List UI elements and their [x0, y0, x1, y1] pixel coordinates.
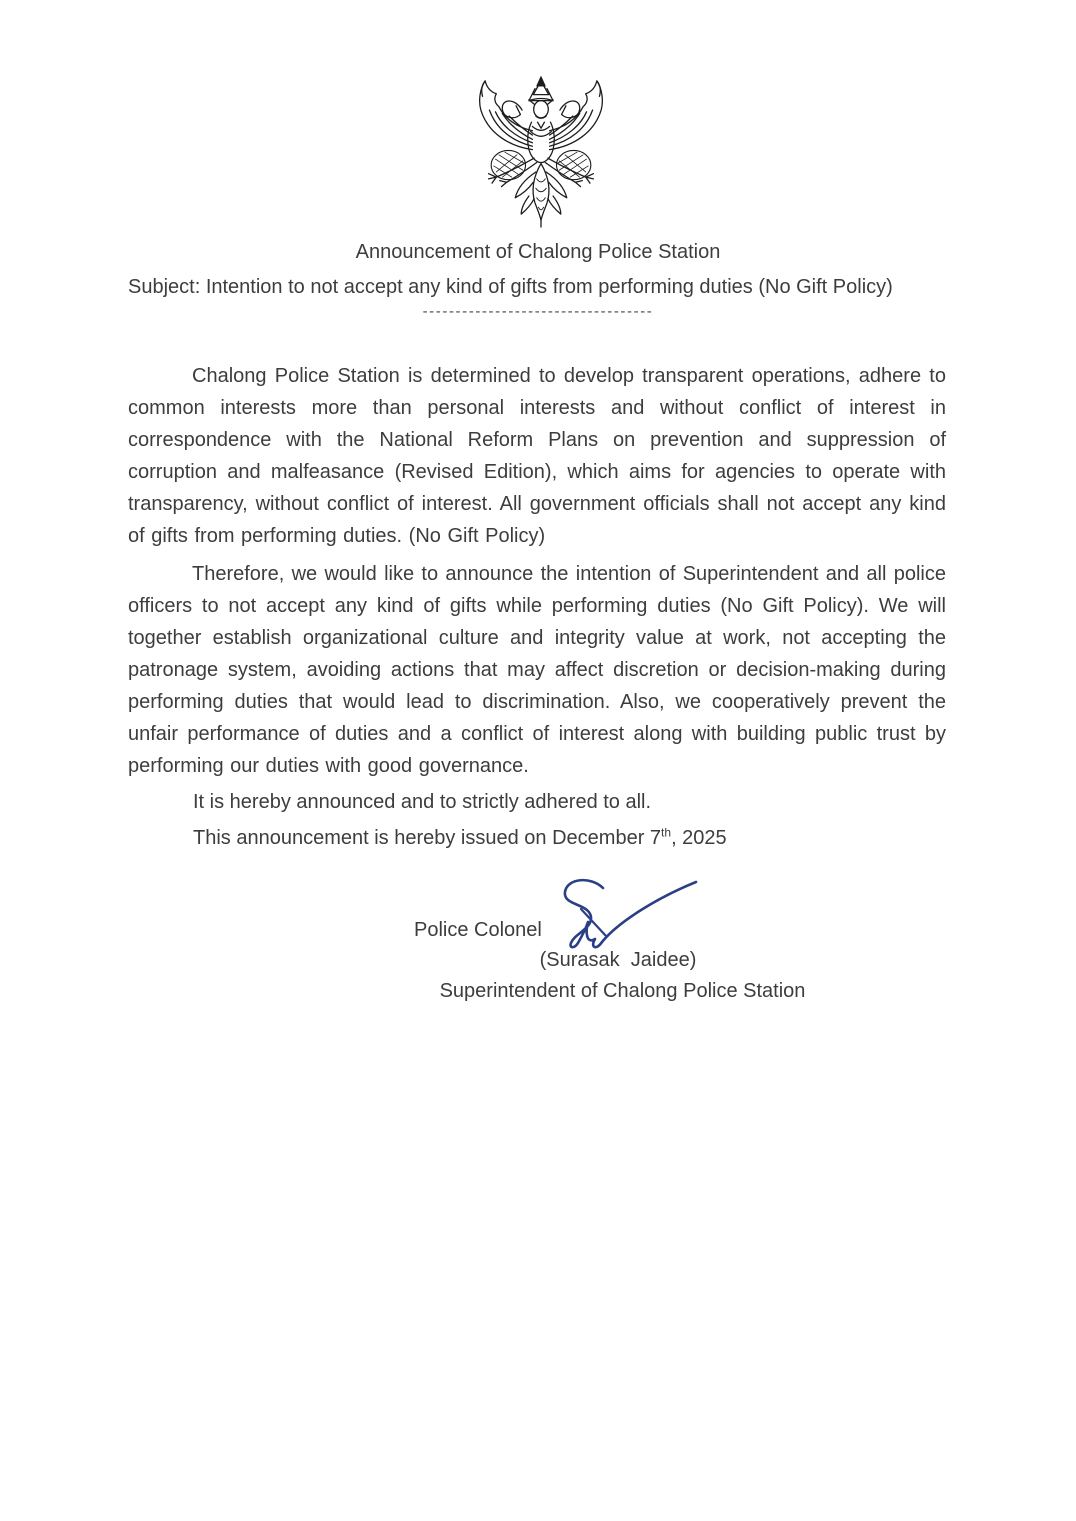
- signer-name: (Surasak Jaidee): [539, 949, 697, 971]
- garuda-emblem-icon: [455, 74, 627, 233]
- subject-line: Subject: Intention to not accept any kind of gifts from performing duties (No Gift Policy): [128, 276, 893, 298]
- date-line-prefix: This announcement is hereby issued on December 7: [193, 827, 662, 849]
- date-line-suffix: , 2025: [671, 827, 727, 849]
- signature-scribble-icon: [541, 872, 701, 954]
- signer-position: Superintendent of Chalong Police Station: [439, 980, 806, 1002]
- paragraph-1: Chalong Police Station is determined to develop transparent operations, adhere to common interests more than personal interests and without conflict of interest in correspondence with the National Reform Plans on prevention and suppression of corruption and malfeasance (Revised Edition), which aims for agencies to operate with transparency, without conflict of interest. All government officials shall not accept any kind of gifts from performing duties. (No Gift Policy): [128, 365, 946, 547]
- signer-rank: Police Colonel: [414, 919, 542, 941]
- date-line-superscript: th: [661, 825, 672, 840]
- date-line: [128, 822, 946, 854]
- closing-line: It is hereby announced and to strictly adhered to all.: [193, 791, 652, 813]
- document-title: Announcement of Chalong Police Station: [355, 241, 721, 263]
- document-body: [128, 360, 946, 854]
- paragraph-2: Therefore, we would like to announce the intention of Superintendent and all police officers to not accept any kind of gifts while performing duties (No Gift Policy). We will together establish organizational culture and integrity value at work, not accepting the patronage system, avoiding actions that may affect discretion or decision-making during performing duties that would lead to discrimination. Also, we cooperatively prevent the unfair performance of duties and a conflict of interest along with building public trust by performing our duties with good governance.: [128, 563, 946, 777]
- separator-dashes: -----------------------------------: [422, 303, 654, 320]
